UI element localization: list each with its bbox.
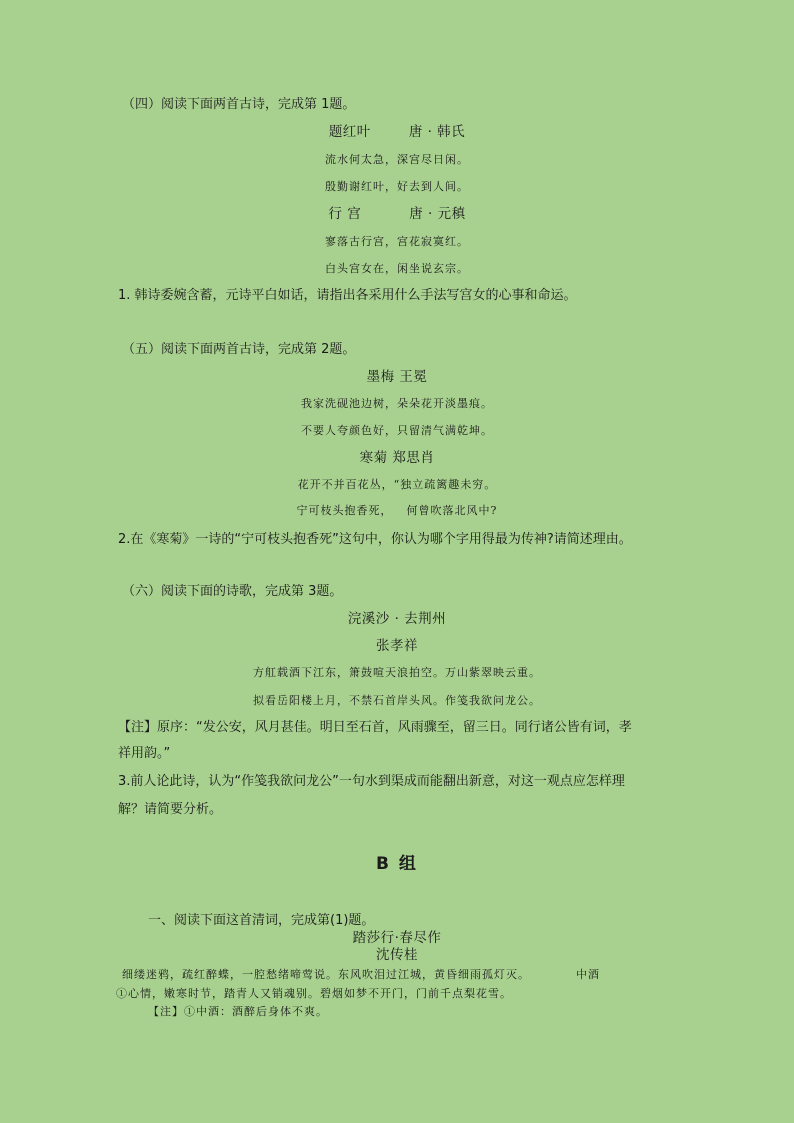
section6-intro: （六）阅读下面的诗歌，完成第 3题。	[122, 584, 343, 599]
poem-line-part: 宁可枝头抱香死，	[296, 504, 393, 517]
section4-intro: （四）阅读下面两首古诗，完成第 1题。	[122, 97, 356, 112]
poem-line	[122, 966, 600, 984]
poem-title-line	[0, 123, 794, 141]
poem-line: ①心情，嫩寒时节，踏青人又销魂别。碧烟如梦不开门，门前千点梨花雪。	[116, 987, 512, 1000]
poem-author: 唐 · 韩氏	[408, 124, 466, 140]
question: 3.前人论此诗，认为“作笺我欲问龙公”一句水到渠成而能翻出新意，对这一观点应怎样理	[118, 774, 625, 789]
poem-line: 拟看岳阳楼上月，不禁石首岸头风。作笺我欲问龙公。	[253, 694, 541, 707]
poem-line: 白头宫女在，闲坐说玄宗。	[325, 262, 469, 275]
section5-intro: （五）阅读下面两首古诗，完成第 2题。	[122, 342, 356, 357]
poem-title: 墨梅 王冕	[366, 369, 428, 385]
poem-title: 寒菊 郑思肖	[359, 450, 435, 466]
group-heading: B 组	[376, 854, 418, 874]
poem-title: 踏莎行·春尽作	[352, 930, 442, 946]
poem-line	[0, 502, 794, 520]
poem-title: 行 宫	[328, 206, 362, 222]
note: 【注】原序：“发公安，风月甚佳。明日至石首，风雨骤至，留三日。同行诸公皆有词，孝	[118, 720, 632, 735]
poem-author: 唐 · 元稹	[409, 206, 466, 222]
question: 1. 韩诗委婉含蓄，元诗平白如话，请指出各采用什么手法写宫女的心事和命运。	[118, 288, 577, 303]
question: 2.在《寒菊》一诗的“宁可枝头抱香死”这句中，你认为哪个字用得最为传神?请简述理由。	[118, 532, 632, 547]
note: 【注】①中酒：酒醉后身体不爽。	[148, 1005, 328, 1018]
poem-line: 殷勤谢红叶，好去到人间。	[325, 180, 469, 193]
question: 解？请简要分析。	[118, 802, 223, 817]
poem-line-part: 细缕迷鸦，疏红醉蝶，一腔愁绪啼莺说。东风吹泪过江城，黄昏细雨孤灯灭。	[122, 968, 530, 981]
poem-line-part: 何曾吹落北风中?	[406, 504, 498, 517]
poem-line: 流水何太急，深宫尽日闲。	[325, 153, 469, 166]
poem-line: 花开不并百花丛，“独立疏篱趣未穷。	[297, 478, 497, 491]
poem-title-line	[0, 205, 794, 223]
poem-line: 我家洗砚池边树，朵朵花开淡墨痕。	[301, 397, 493, 410]
poem-line: 方舡载酒下江东，箫鼓喧天浪拍空。万山紫翠映云重。	[253, 666, 541, 679]
poem-title: 浣溪沙 · 去荆州	[347, 611, 447, 627]
poem-author: 沈传桂	[376, 947, 418, 963]
poem-line: 寥落古行宫，宫花寂寞红。	[325, 235, 469, 248]
poem-author: 张孝祥	[376, 638, 418, 654]
poem-line: 不要人夸颜色好，只留清气满乾坤。	[301, 424, 493, 437]
poem-title: 题红叶	[328, 124, 371, 140]
groupB-intro: 一、阅读下面这首清词，完成第(1)题。	[148, 913, 375, 928]
note: 祥用韵。”	[118, 746, 171, 761]
poem-line-part: 中酒	[576, 968, 600, 981]
